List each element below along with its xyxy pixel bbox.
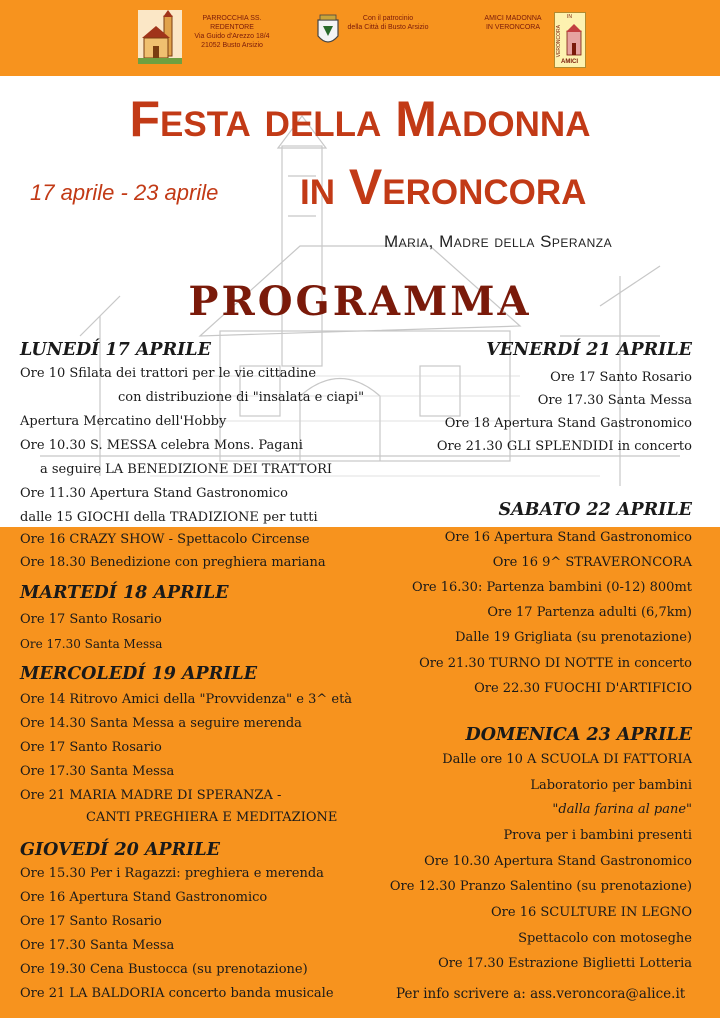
schedule-line: CANTI PREGHIERA E MEDITAZIONE <box>86 810 338 825</box>
schedule-line: Apertura Mercatino dell'Hobby <box>20 414 227 429</box>
parish-address: Via Guido d'Arezzo 18/4 <box>194 33 270 40</box>
schedule-line: Ore 17.30 Santa Messa <box>20 764 175 779</box>
schedule-line: Ore 21 LA BALDORIA concerto banda musicale <box>20 986 334 1001</box>
day-heading-wednesday: MERCOLEDÍ 19 APRILE <box>20 664 258 684</box>
schedule-line: Ore 18 Apertura Stand Gastronomico <box>444 416 692 431</box>
schedule-line: Ore 12.30 Pranzo Salentino (su prenotazione) <box>389 879 692 894</box>
schedule-line: Ore 16 Apertura Stand Gastronomico <box>444 530 692 545</box>
parish-name: PARROCCHIA SS. REDENTORE <box>202 15 262 31</box>
schedule-line: Ore 16 9^ STRAVERONCORA <box>492 555 692 570</box>
city-crest-icon <box>316 14 340 48</box>
friends-logo <box>554 12 586 68</box>
schedule-line: Ore 21.30 GLI SPLENDIDI in concerto <box>436 439 692 454</box>
day-heading-saturday: SABATO 22 APRILE <box>498 500 692 520</box>
day-heading-tuesday: MARTEDÍ 18 APRILE <box>20 583 229 603</box>
schedule-line: Ore 16 Apertura Stand Gastronomico <box>20 890 268 905</box>
contact-footer: Per info scrivere a: ass.veroncora@alice.it <box>396 986 686 1002</box>
event-subtitle: Maria, Madre della Speranza <box>384 232 613 251</box>
event-dates: 17 aprile - 23 aprile <box>30 180 219 205</box>
schedule-line: "dalla farina al pane" <box>552 802 692 817</box>
schedule-line: Ore 15.30 Per i Ragazzi: preghiera e merenda <box>20 866 324 881</box>
parish-sponsor <box>186 14 278 50</box>
event-title-2: in Veroncora <box>300 159 587 215</box>
day-heading-thursday: GIOVEDÍ 20 APRILE <box>20 840 220 860</box>
schedule-line: Ore 17 Santo Rosario <box>550 370 692 385</box>
schedule-line: Ore 17.30 Estrazione Biglietti Lotteria <box>438 956 692 971</box>
schedule-line: Ore 17 Santo Rosario <box>20 740 162 755</box>
friends-line-1: AMICI MADONNA <box>484 15 542 22</box>
schedule-line: Ore 17.30 Santa Messa <box>537 393 692 408</box>
patronage-sponsor <box>342 14 434 32</box>
friends-line-2: IN VERONCORA <box>485 24 541 31</box>
schedule-line: Ore 17 Santo Rosario <box>20 914 162 929</box>
schedule-line: Dalle 19 Grigliata (su prenotazione) <box>455 630 692 645</box>
schedule-line: Ore 10.30 S. MESSA celebra Mons. Pagani <box>20 438 303 453</box>
schedule-line: a seguire LA BENEDIZIONE DEI TRATTORI <box>40 462 333 477</box>
schedule-line: Ore 17 Partenza adulti (6,7km) <box>487 605 692 620</box>
friends-logo-vertical-text: VERONCORA <box>556 25 562 58</box>
schedule-line: Ore 22.30 FUOCHI D'ARTIFICIO <box>474 681 692 696</box>
friends-logo-bottom-text: AMICI <box>561 59 578 65</box>
day-heading-monday: LUNEDÍ 17 APRILE <box>20 340 211 360</box>
schedule-line: Ore 17 Santo Rosario <box>20 612 162 627</box>
day-heading-friday: VENERDÍ 21 APRILE <box>486 340 692 360</box>
schedule-line: Ore 19.30 Cena Bustocca (su prenotazione) <box>20 962 308 977</box>
day-heading-sunday: DOMENICA 23 APRILE <box>465 725 692 745</box>
patronage-line-2: della Città di Busto Arsizio <box>347 24 429 31</box>
schedule-line: Ore 17.30 Santa Messa <box>20 637 163 651</box>
schedule-line: Dalle ore 10 A SCUOLA DI FATTORIA <box>442 752 692 767</box>
event-title: Festa della Madonna <box>129 91 591 147</box>
schedule-line: Ore 21.30 TURNO DI NOTTE in concerto <box>419 656 692 671</box>
patronage-line-1: Con il patrocinio <box>362 15 414 22</box>
schedule-line: Laboratorio per bambini <box>530 778 692 793</box>
schedule-line: Ore 14 Ritrovo Amici della "Provvidenza" e 3^ età <box>20 692 353 707</box>
schedule-line: con distribuzione di "insalata e ciapi" <box>118 390 365 405</box>
schedule-line: Spettacolo con motoseghe <box>518 931 692 946</box>
church-logo-icon <box>138 10 182 64</box>
friends-logo-top-text: IN <box>567 14 572 20</box>
schedule-line: Ore 16 SCULTURE IN LEGNO <box>491 905 692 920</box>
programma-heading: PROGRAMMA <box>188 278 532 325</box>
schedule-line: Ore 16.30: Partenza bambini (0-12) 800mt <box>412 580 692 595</box>
chapel-icon <box>564 23 584 57</box>
friends-sponsor <box>478 14 548 32</box>
header-bar <box>0 0 720 76</box>
schedule-line: Ore 18.30 Benedizione con preghiera mariana <box>20 555 326 570</box>
schedule-line: dalle 15 GIOCHI della TRADIZIONE per tutti <box>20 510 318 525</box>
schedule-line: Ore 11.30 Apertura Stand Gastronomico <box>20 486 288 501</box>
schedule-line: Ore 21 MARIA MADRE DI SPERANZA - <box>20 788 282 803</box>
schedule-line: Ore 16 CRAZY SHOW - Spettacolo Circense <box>20 532 310 547</box>
schedule-line: Prova per i bambini presenti <box>503 828 692 843</box>
schedule-line: Ore 10 Sfilata dei trattori per le vie cittadine <box>20 366 317 381</box>
schedule-line: Ore 14.30 Santa Messa a seguire merenda <box>20 716 302 731</box>
schedule-line: Ore 17.30 Santa Messa <box>20 938 175 953</box>
schedule-line: Ore 10.30 Apertura Stand Gastronomico <box>424 854 692 869</box>
parish-city: 21052 Busto Arsizio <box>201 42 263 49</box>
